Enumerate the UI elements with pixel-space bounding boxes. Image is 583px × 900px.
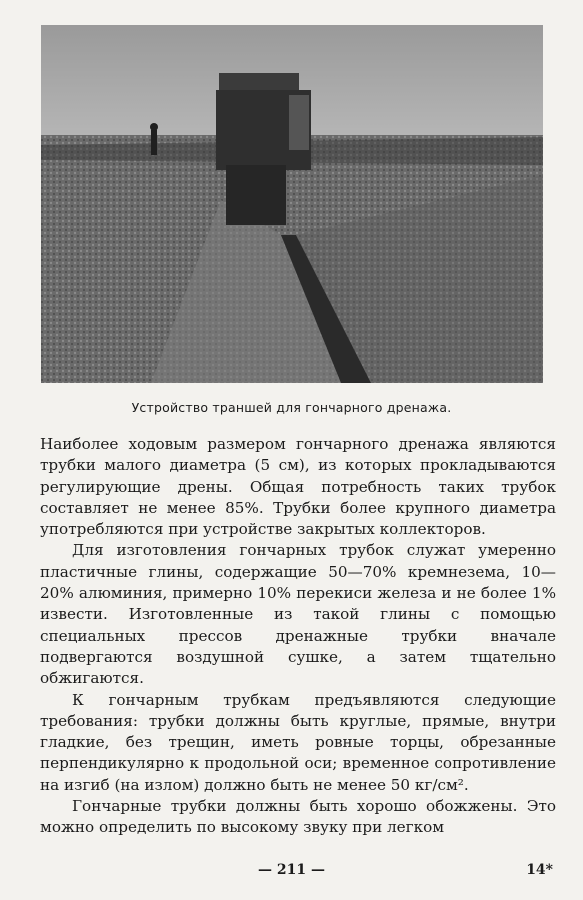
- paragraph-4: Гончарные трубки должны быть хорошо обожжены. Это можно определить по высокому звуку при легком: [40, 797, 556, 837]
- signature-mark: 14*: [526, 862, 553, 878]
- paragraph-2: Для изготовления гончарных трубок служат умеренно пластичные глины, содержащие 50—70% кремнезема, 10—20% алюминия, примерно 10% перекиси железа и не более 1% извести. Изготовленные из такой глины с помощью специальных прессов дренажные трубки вначале подвергаются воздушной сушке, а затем тщательно обжигаются.: [40, 541, 556, 688]
- paragraph-1: Наиболее ходовым размером гончарного дренажа являются трубки малого диаметра (5 см), из которых прокладываются регулирующие дрены. Общая потребность таких трубок составляет не менее 85%. Трубки более крупного диаметра употребляются при устройстве закрытых коллекторов.: [40, 435, 556, 539]
- figure-caption: Устройство траншей для гончарного дренажа.: [131, 400, 452, 415]
- page-number: — 211 —: [258, 862, 325, 878]
- page-footer: [0, 862, 583, 884]
- trench-photo: [41, 25, 543, 383]
- paragraph-3: К гончарным трубкам предъявляются следующие требования: трубки должны быть круглые, прямые, внутри гладкие, без трещин, иметь ровные торцы, обрезанные перпендикулярно к продольной оси; временное сопротивление на изгиб (на излом) должно быть не менее 50 кг/см².: [40, 690, 556, 794]
- body-text: [40, 434, 556, 839]
